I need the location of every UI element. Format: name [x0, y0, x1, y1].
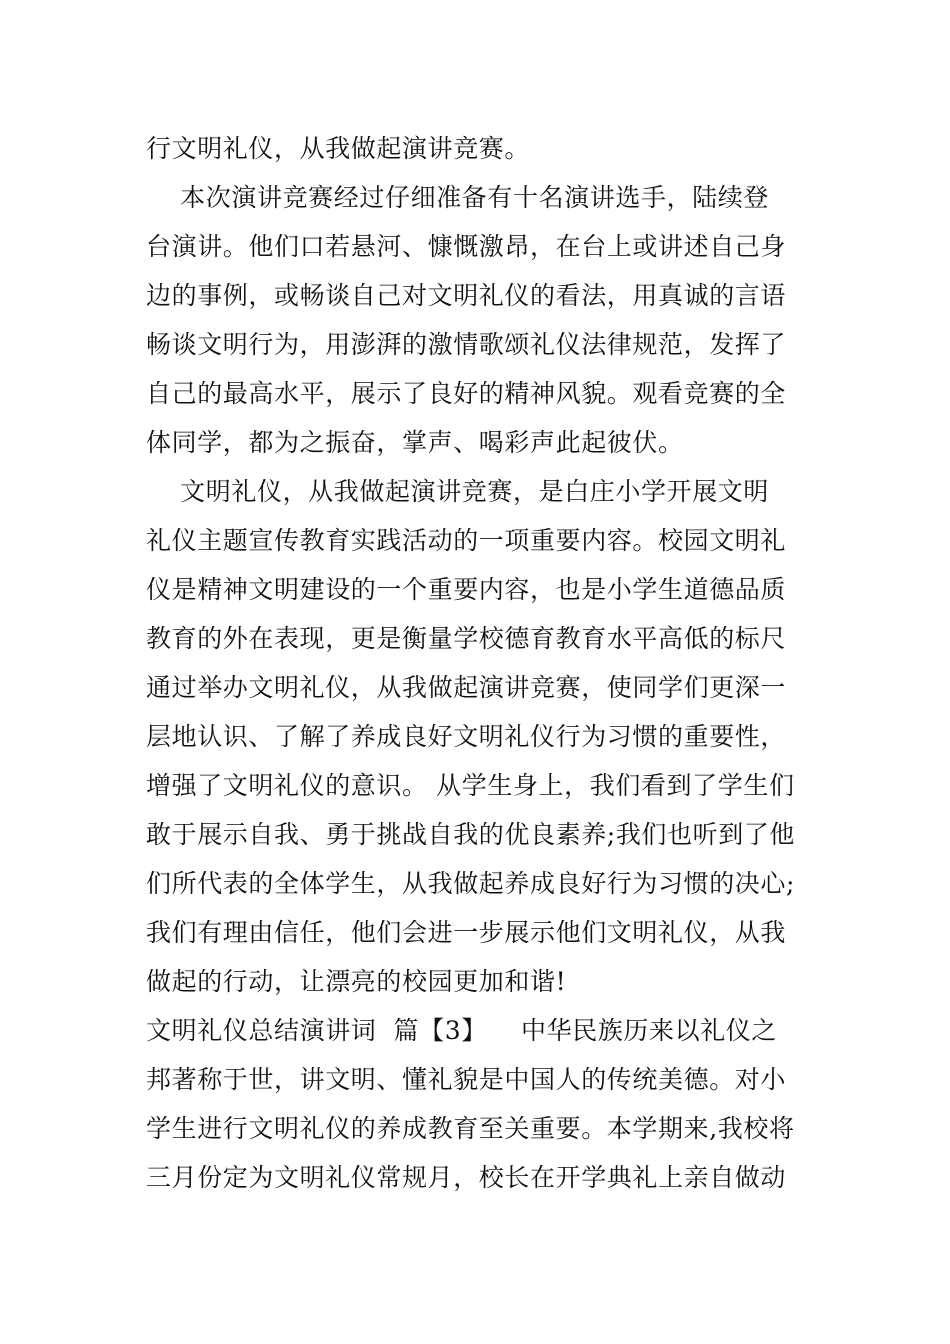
- text-line: 三月份定为文明礼仪常规月，校长在开学典礼上亲自做动: [146, 1163, 787, 1192]
- text-line: 做起的行动，让漂亮的校园更加和谐!: [146, 967, 567, 996]
- text-line: 边的事例，或畅谈自己对文明礼仪的看法，用真诚的言语: [146, 281, 787, 310]
- text-line: 体同学，都为之振奋，掌声、喝彩声此起彼伏。: [146, 428, 684, 457]
- text-line: 敢于展示自我、勇于挑战自我的优良素养;我们也听到了他: [146, 820, 796, 849]
- text-line: 邦著称于世，讲文明、懂礼貌是中国人的传统美德。对小: [146, 1065, 787, 1094]
- text-line: 自己的最高水平，展示了良好的精神风貌。观看竞赛的全: [146, 379, 787, 408]
- text-line: 行文明礼仪，从我做起演讲竞赛。: [146, 134, 531, 163]
- text-line: 我们有理由信任，他们会进一步展示他们文明礼仪，从我: [146, 918, 787, 947]
- text-line: 们所代表的全体学生，从我做起养成良好行为习惯的决心;: [146, 869, 796, 898]
- text-line: 仪是精神文明建设的一个重要内容，也是小学生道德品质: [146, 575, 787, 604]
- text-line: 学生进行文明礼仪的养成教育至关重要。本学期来,我校将: [146, 1114, 795, 1143]
- text-line: 畅谈文明行为，用澎湃的激情歌颂礼仪法律规范，发挥了: [146, 330, 787, 359]
- text-line: 教育的外在表现，更是衡量学校德育教育水平高低的标尺: [146, 624, 787, 653]
- text-line: 增强了文明礼仪的意识。 从学生身上，我们看到了学生们: [146, 771, 795, 800]
- text-line: 本次演讲竞赛经过仔细准备有十名演讲选手，陆续登: [146, 183, 769, 212]
- text-line: 文明礼仪，从我做起演讲竞赛，是白庄小学开展文明: [146, 477, 769, 506]
- body-text: [146, 124, 806, 1202]
- text-line: 通过举办文明礼仪，从我做起演讲竞赛，使同学们更深一: [146, 673, 787, 702]
- text-line: 台演讲。他们口若悬河、慷慨激昂，在台上或讲述自己身: [146, 232, 787, 261]
- section-heading-line: 文明礼仪总结演讲词 篇【3】 中华民族历来以礼仪之: [146, 1016, 777, 1045]
- text-line: 层地认识、了解了养成良好文明礼仪行为习惯的重要性，: [146, 722, 787, 751]
- text-line: 礼仪主题宣传教育实践活动的一项重要内容。校园文明礼: [146, 526, 787, 555]
